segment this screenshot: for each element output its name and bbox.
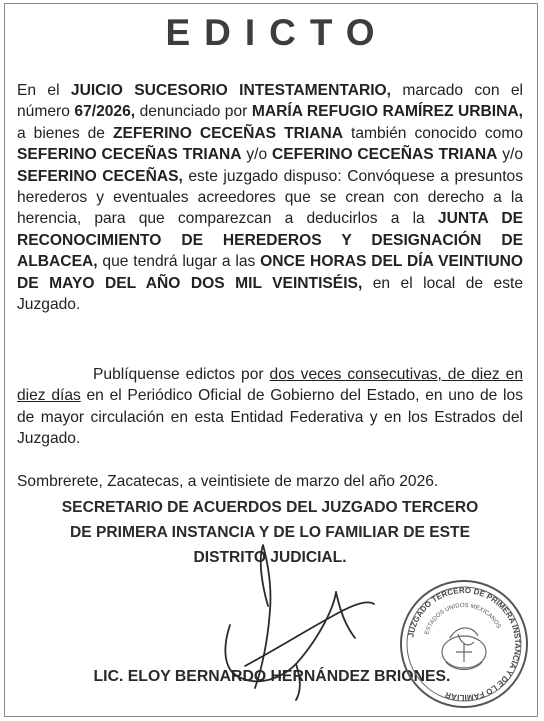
- text-run: marcado con el número: [17, 82, 523, 121]
- svg-text:ESTADOS UNIDOS MEXICANOS: [424, 603, 501, 635]
- alias-name: SEFERINO CECEÑAS TRIANA: [17, 146, 242, 164]
- hearing-name: JUNTA DE RECONOCIMIENTO DE HEREDEROS Y DESIGNACIÓN DE ALBACEA,: [17, 210, 523, 271]
- text-run: en el Periódico Oficial de Gobierno del Estado, en uno de los de mayor circulación en esta Entidad Federativa y en los Estrados del Juzgado.: [17, 387, 523, 448]
- alias-name: CEFERINO CECEÑAS TRIANA: [272, 146, 498, 164]
- secretary-line: DISTRITO JUDICIAL.: [193, 549, 347, 566]
- secretary-title: [17, 495, 523, 570]
- place-and-date: Sombrerete, Zacatecas, a veintisiete de marzo del año 2026.: [17, 473, 439, 490]
- text-run: Publíquense edictos por: [93, 366, 270, 383]
- hearing-date: ONCE HORAS DEL DÍA VEINTIUNO DE MAYO DEL AÑO DOS MIL VEINTISÉIS,: [17, 253, 523, 292]
- secretary-line: DE PRIMERA INSTANCIA Y DE LO FAMILIAR DE ESTE: [70, 524, 470, 541]
- deceased-name: ZEFERINO CECEÑAS TRIANA: [112, 124, 343, 142]
- court-seal: [398, 578, 530, 710]
- edict-paragraph-1: [17, 80, 523, 315]
- edict-paragraph-2: [17, 364, 523, 450]
- bold-run: JUICIO SUCESORIO INTESTAMENTARIO,: [70, 82, 392, 99]
- case-number: 67/2026,: [74, 103, 136, 121]
- text-run: en el local de este Juzgado.: [17, 274, 523, 314]
- text-run: también conocido como: [342, 124, 524, 142]
- text-run: y/o: [241, 146, 272, 164]
- text-run: que tendrá lugar a las: [97, 253, 261, 271]
- secretary-line: SECRETARIO DE ACUERDOS DEL JUZGADO TERCERO: [61, 499, 479, 516]
- text-run: y/o: [497, 146, 524, 164]
- text-run: este juzgado dispuso: Convóquese a presuntos herederos y eventuales acreedores que se crean con derecho a la herencia, para que comparezcan a deducirlos a la: [17, 167, 523, 228]
- text-run: denunciado por: [135, 103, 252, 121]
- claimant-name: MARÍA REFUGIO RAMÍREZ URBINA,: [251, 103, 523, 121]
- text-run: En el: [17, 82, 71, 99]
- text-run: a bienes de: [17, 124, 113, 142]
- alias-name: SEFERINO CECEÑAS,: [17, 167, 183, 185]
- seal-inner-text: ESTADOS UNIDOS MEXICANOS: [424, 602, 502, 636]
- seal-arc-text: JUZGADO TERCERO DE PRIMERA INSTANCIA Y DE LO FAMILIAR: [406, 585, 523, 703]
- publication-frequency: dos veces consecutivas, de diez en diez días: [17, 366, 524, 405]
- signer-name: LIC. ELOY BERNARDO HERNÁNDEZ BRIONES.: [93, 668, 451, 685]
- document-title: EDICTO: [165, 12, 389, 53]
